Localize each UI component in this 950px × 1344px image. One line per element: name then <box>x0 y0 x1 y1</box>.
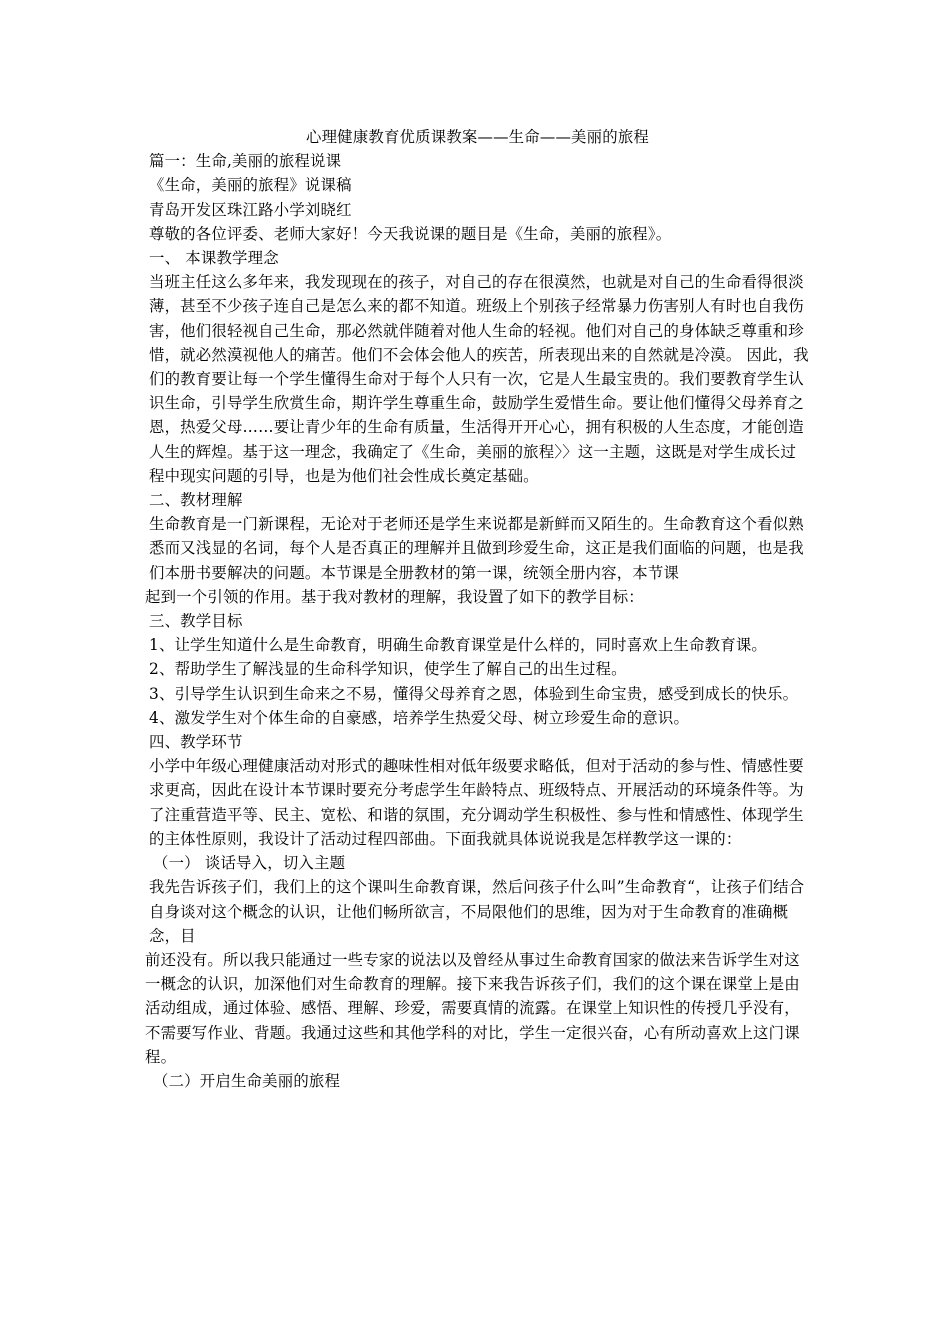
goal-item-4: 4、激发学生对个体生命的自豪感，培养学生热爱父母、树立珍爱生命的意识。 <box>149 708 690 727</box>
document-title: 心理健康教育优质课教案——生命——美丽的旅程 <box>306 128 649 146</box>
body-paragraph: 生命教育是一门新课程，无论对于老师还是学生来说都是新鲜而又陌生的。生命教育这个看似熟悉而又浅显的名词，每个人是否真正的理解并且做到珍爱生命，这正是我们面临的问题，也是我们本册书要解决的问题。本节课是全册教材的第一课，统领全册内容，本节课 <box>149 515 804 582</box>
body-paragraph: 起到一个引领的作用。基于我对教材的理解，我设置了如下的教学目标： <box>145 587 644 606</box>
section-heading-4: 四、教学环节 <box>149 733 243 752</box>
goal-item-1: 1、让学生知道什么是生命教育，明确生命教育课堂是什么样的，同时喜欢上生命教育课。 <box>149 636 768 655</box>
section-heading-2: 二、教材理解 <box>149 491 243 510</box>
body-paragraph: 前还没有。所以我只能通过一些专家的说法以及曾经从事过生命教育国家的做法来告诉学生对这一概念的认识，加深他们对生命教育的理解。接下来我告诉孩子们，我们的这个课在课堂上是由活动组成，通过体验、感悟、理解、珍爱，需要真情的流露。在课堂上知识性的传授几乎没有，不需要写作业、背题。我通过这些和其他学科的对比，学生一定很兴奋，心有所动喜欢上这门课程。 <box>145 950 800 1066</box>
body-paragraph: 小学中年级心理健康活动对形式的趣味性相对低年级要求略低，但对于活动的参与性、情感性要求更高，因此在设计本节课时要充分考虑学生年龄特点、班级特点、开展活动的环境条件等。为了注重营造平等、民主、宽松、和谐的氛围，充分调动学生积极性、参与性和情感性、体现学生的主体性原则，我设计了活动过程四部曲。下面我就具体说说我是怎样教学这一课的： <box>149 757 804 848</box>
section-heading-1: 一、 本课教学理念 <box>149 249 279 268</box>
subtitle: 《生命，美丽的旅程》说课稿 <box>149 176 352 195</box>
subsection-heading-2: （二）开启生命美丽的旅程 <box>153 1071 341 1090</box>
body-paragraph: 当班主任这么多年来，我发现现在的孩子，对自己的存在很漠然，也就是对自己的生命看得很淡薄，甚至不少孩子连自己是怎么来的都不知道。班级上个别孩子经常暴力伤害别人有时也自我伤害，他们很轻视自己生命，那必然就伴随着对他人生命的轻视。他们对自己的身体缺乏尊重和珍惜，就必然漠视他人的痛苦。他们不会体会他人的疾苦，所表现出来的自然就是冷漠。 因此，我们的教育要让每一个学生懂得生命对于每个人只有一次，它是人生最宝贵的。我们要教育学生认识生命，引导学生欣赏生命，期许学生尊重生命，鼓励学生爱惜生命。要让他们懂得父母养育之恩，热爱父母……要让青少年的生命有质量，生活得开开心心，拥有积极的人生态度，才能创造人生的辉煌。基于这一理念，我确定了《生命，美丽的旅程〉〉这一主题，这既是对学生成长过程中现实问题的引导，也是为他们社会性成长奠定基础。 <box>149 273 809 485</box>
chapter-heading: 篇一：生命,美丽的旅程说课 <box>149 152 342 171</box>
greeting-paragraph: 尊敬的各位评委、老师大家好！今天我说课的题目是《生命，美丽的旅程》。 <box>149 224 672 243</box>
goal-item-3: 3、引导学生认识到生命来之不易，懂得父母养育之恩，体验到生命宝贵，感受到成长的快乐。 <box>149 684 799 703</box>
author-line: 青岛开发区珠江路小学刘晓红 <box>149 200 352 219</box>
body-paragraph: 我先告诉孩子们，我们上的这个课叫生命教育课，然后问孩子什么叫”生命教育“，让孩子们结合自身谈对这个概念的认识，让他们畅所欲言，不局限他们的思维，因为对于生命教育的准确概念，目 <box>149 878 805 945</box>
goal-item-2: 2、帮助学生了解浅显的生命科学知识，使学生了解自己的出生过程。 <box>149 660 627 679</box>
document-body <box>145 125 810 1093</box>
section-heading-3: 三、教学目标 <box>149 612 243 631</box>
subsection-heading-1: （一） 谈话导入，切入主题 <box>153 854 346 873</box>
